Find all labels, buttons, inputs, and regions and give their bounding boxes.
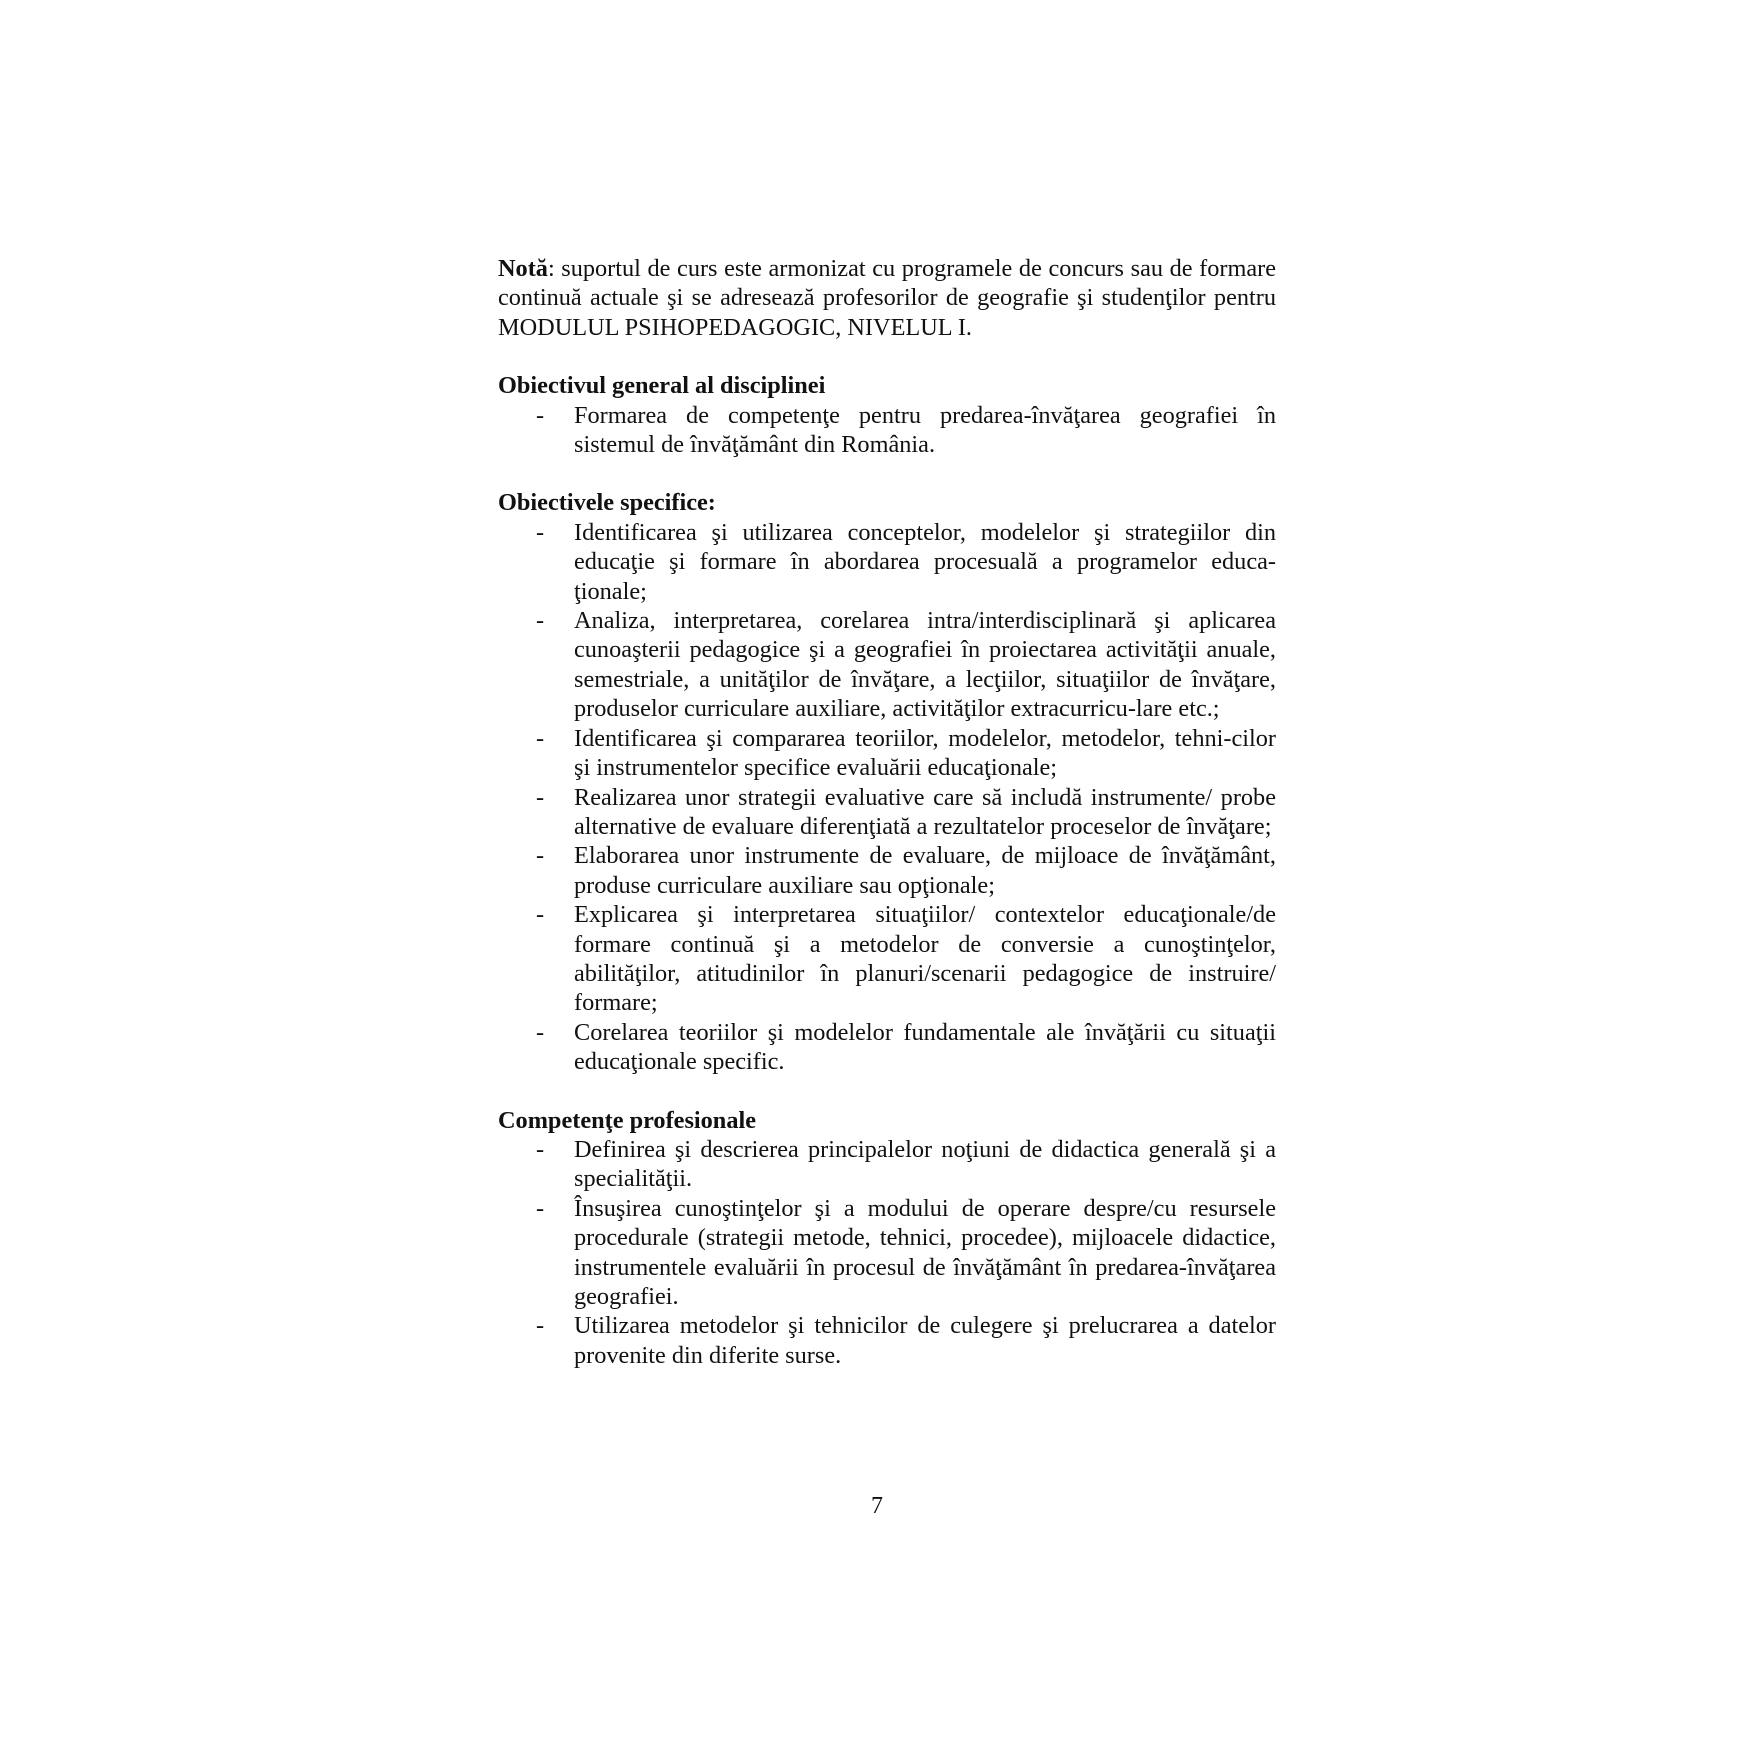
list-item-text: Utilizarea metodelor şi tehnicilor de culegere şi prelucrarea a datelor provenite din diferite surse. xyxy=(574,1312,1276,1369)
dash-bullet: - xyxy=(536,783,545,811)
section-title: Competenţe profesionale xyxy=(498,1106,757,1134)
dash-bullet: - xyxy=(536,518,545,546)
dash-bullet: - xyxy=(536,842,545,870)
list-item-text: Explicarea şi interpretarea situaţiilor/ contextelor educaţionale/de formare continuă şi a metodelor de conversie a cunoştinţelor, abilităţilor, atitudinilor în planuri/scenarii pedagogice de instruire/ formare; xyxy=(574,901,1276,1017)
list-item-text: Definirea şi descrierea principalelor noţiuni de didactica generală şi a specialităţii. xyxy=(574,1135,1276,1193)
section-professional-competences xyxy=(498,1106,1276,1371)
dash-bullet: - xyxy=(536,607,545,635)
list-item xyxy=(498,606,1276,724)
list-item xyxy=(498,724,1276,783)
list-item xyxy=(498,518,1276,606)
section-title: Obiectivele specifice: xyxy=(498,489,716,517)
list-item xyxy=(498,1135,1276,1194)
list-item-text: Realizarea unor strategii evaluative care să includă instrumente/ probe alternative de evaluare diferenţiată a rezultatelor proceselor de învăţare; xyxy=(574,783,1276,840)
note-text: : suportul de curs este armonizat cu programele de concurs sau de formare continuă actuale şi se adresează profesorilor de geografie şi studenţilor pentru MODULUL PSIHOPEDAGOGIC, NIVELUL I. xyxy=(498,255,1276,341)
dash-bullet: - xyxy=(536,901,545,929)
list-item-text: Însuşirea cunoştinţelor şi a modului de operare despre/cu resursele procedurale (strategii metode, tehnici, procedee), mijloacele didactice, instrumentele evaluării în procesul de învăţământ în predarea-învăţarea geografiei. xyxy=(574,1194,1276,1310)
list-item-text: Identificarea şi utilizarea conceptelor, modelelor şi strategiilor din educaţie şi formare în abordarea procesuală a programelor educa-ţionale; xyxy=(574,518,1276,605)
list-item xyxy=(498,900,1276,1018)
section-general-objective xyxy=(498,371,1276,459)
list-item-text: Elaborarea unor instrumente de evaluare, de mijloace de învăţământ, produse curriculare auxiliare sau opţionale; xyxy=(574,842,1276,899)
note-label: Notă xyxy=(498,255,548,282)
list-item xyxy=(498,841,1276,900)
bullet-list xyxy=(498,401,1276,460)
section-title: Obiectivul general al disciplinei xyxy=(498,372,826,400)
list-item xyxy=(498,1018,1276,1077)
page-body xyxy=(498,254,1276,1370)
dash-bullet: - xyxy=(536,1312,545,1340)
dash-bullet: - xyxy=(536,1135,545,1163)
section-specific-objectives xyxy=(498,488,1276,1076)
list-item xyxy=(498,401,1276,460)
list-item xyxy=(498,783,1276,842)
dash-bullet: - xyxy=(536,401,545,429)
bullet-list xyxy=(498,1135,1276,1370)
list-item-text: Identificarea şi compararea teoriilor, modelelor, metodelor, tehni-cilor şi instrumentelor specifice evaluării educaţionale; xyxy=(574,724,1276,782)
list-item-text: Corelarea teoriilor şi modelelor fundamentale ale învăţării cu situaţii educaţionale specific. xyxy=(574,1018,1276,1076)
list-item xyxy=(498,1194,1276,1312)
bullet-list xyxy=(498,518,1276,1077)
note-paragraph xyxy=(498,254,1276,342)
list-item xyxy=(498,1311,1276,1370)
list-item-text: Formarea de competenţe pentru predarea-învăţarea geografiei în sistemul de învăţământ din România. xyxy=(574,401,1276,459)
list-item-text: Analiza, interpretarea, corelarea intra/interdisciplinară şi aplicarea cunoaşterii pedagogice şi a geografiei în proiectarea activităţii anuale, semestriale, a unităţilor de învăţare, a lecţiilor, situaţiilor de învăţare, produselor curriculare auxiliare, activităţilor extracurricu-lare etc.; xyxy=(574,607,1276,723)
dash-bullet: - xyxy=(536,724,545,752)
page-number: 7 xyxy=(871,1493,883,1519)
dash-bullet: - xyxy=(536,1018,545,1046)
dash-bullet: - xyxy=(536,1194,545,1222)
